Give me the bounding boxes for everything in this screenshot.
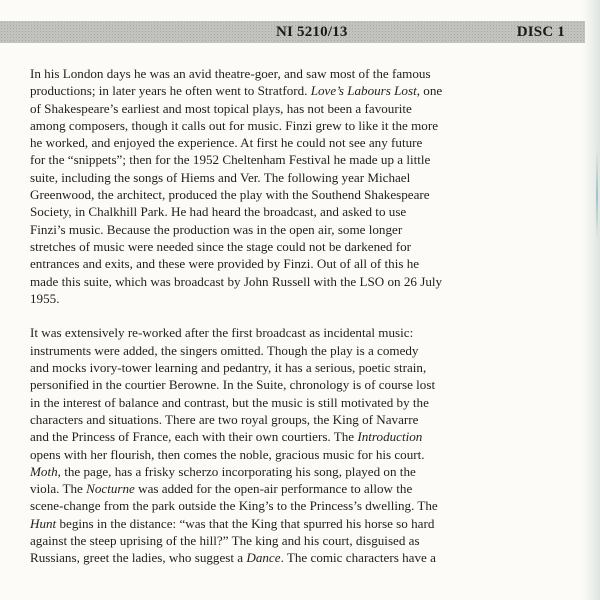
italic-title: Hunt [30, 515, 57, 531]
text-line [30, 221, 570, 238]
paragraph [30, 324, 570, 566]
text-line [30, 65, 570, 82]
text-segment: Russians, greet the ladies, who suggest a [30, 550, 247, 566]
italic-title: Love’s Labours Lost [310, 83, 417, 99]
italic-title: Introduction [357, 429, 423, 445]
text-segment: stretches of music were needed since the stage could not be darkened for [30, 238, 412, 254]
text-segment: characters and situations. There are two royal groups, the King of Navarre [30, 411, 419, 427]
liner-notes-text [30, 65, 570, 567]
text-line [30, 134, 570, 151]
text-segment: Finzi’s music. Because the production was in the open air, some longer [30, 221, 403, 237]
text-segment: Society, in Chalkhill Park. He had heard the broadcast, and asked to use [30, 204, 407, 220]
text-line [30, 151, 570, 168]
text-line [30, 324, 570, 341]
text-segment: against the steep uprising of the hill?” The king and his court, disguised as [30, 533, 420, 549]
italic-title: Nocturne [86, 481, 135, 497]
text-line [30, 497, 570, 514]
header-band [0, 21, 585, 43]
text-line [30, 82, 570, 99]
text-segment: , one [416, 83, 443, 99]
text-line [30, 186, 570, 203]
paragraph [30, 65, 570, 307]
text-line [30, 203, 570, 220]
text-segment: 1955. [30, 290, 60, 306]
disc-label: DISC 1 [516, 24, 565, 40]
text-line [30, 480, 570, 497]
text-segment: and mocks ivory-tower learning and pedantry, it has a serious, poetic strain, [30, 360, 427, 376]
text-line [30, 255, 570, 272]
italic-title: Dance [246, 550, 281, 566]
text-line [30, 394, 570, 411]
text-line [30, 376, 570, 393]
text-line [30, 446, 570, 463]
text-segment: , the page, has a frisky scherzo incorporating his song, played on the [57, 463, 416, 479]
text-segment: was added for the open-air performance to allow the [134, 481, 413, 497]
italic-title: Moth [30, 463, 58, 479]
text-line [30, 290, 570, 307]
text-segment: productions; in later years he often went to Stratford. [30, 83, 311, 99]
text-line [30, 238, 570, 255]
text-segment: instruments were added, the singers omitted. Though the play is a comedy [30, 342, 419, 358]
text-segment: It was extensively re-worked after the first broadcast as incidental music: [30, 325, 414, 341]
text-segment: opens with her flourish, then comes the noble, gracious music for his court. [30, 446, 425, 462]
text-line [30, 169, 570, 186]
text-segment: and the Princess of France, each with their own courtiers. The [30, 429, 358, 445]
text-segment: begins in the distance: “was that the King that spurred his horse so hard [56, 515, 435, 531]
text-segment: among composers, though it calls out for music. Finzi grew to like it the more [30, 117, 439, 133]
text-line [30, 515, 570, 532]
text-segment: personified in the courtier Berowne. In the Suite, chronology is of course lost [30, 377, 436, 393]
text-segment: he worked, and enjoyed the experience. At first he could not see any future [30, 135, 423, 151]
text-segment: made this suite, which was broadcast by John Russell with the LSO on 26 July [30, 273, 443, 289]
text-segment: viola. The [30, 481, 87, 497]
text-segment: . The comic characters have a [280, 550, 436, 566]
text-line [30, 342, 570, 359]
catalog-number: NI 5210/13 [276, 24, 348, 40]
text-line [30, 100, 570, 117]
text-segment: entrances and exits, and these were provided by Finzi. Out of all of this he [30, 256, 420, 272]
text-segment: scene-change from the park outside the King’s to the Princess’s dwelling. The [30, 498, 438, 514]
text-segment: In his London days he was an avid theatre-goer, and saw most of the famous [30, 66, 431, 81]
text-line [30, 428, 570, 445]
text-segment: Greenwood, the architect, produced the play with the Southend Shakespeare [30, 187, 430, 203]
text-line [30, 117, 570, 134]
text-segment: of Shakespeare’s earliest and most topical plays, has not been a favourite [30, 100, 412, 116]
text-line [30, 549, 570, 566]
page-right-edge [582, 0, 600, 600]
text-line [30, 463, 570, 480]
text-segment: suite, including the songs of Hiems and Ver. The following year Michael [30, 169, 411, 185]
text-line [30, 411, 570, 428]
text-line [30, 359, 570, 376]
text-line [30, 532, 570, 549]
text-segment: in the interest of balance and contrast, but the music is still motivated by the [30, 394, 429, 410]
text-segment: for the “snippets”; then for the 1952 Cheltenham Festival he made up a little [30, 152, 431, 168]
edge-reflection [596, 150, 598, 240]
text-line [30, 273, 570, 290]
